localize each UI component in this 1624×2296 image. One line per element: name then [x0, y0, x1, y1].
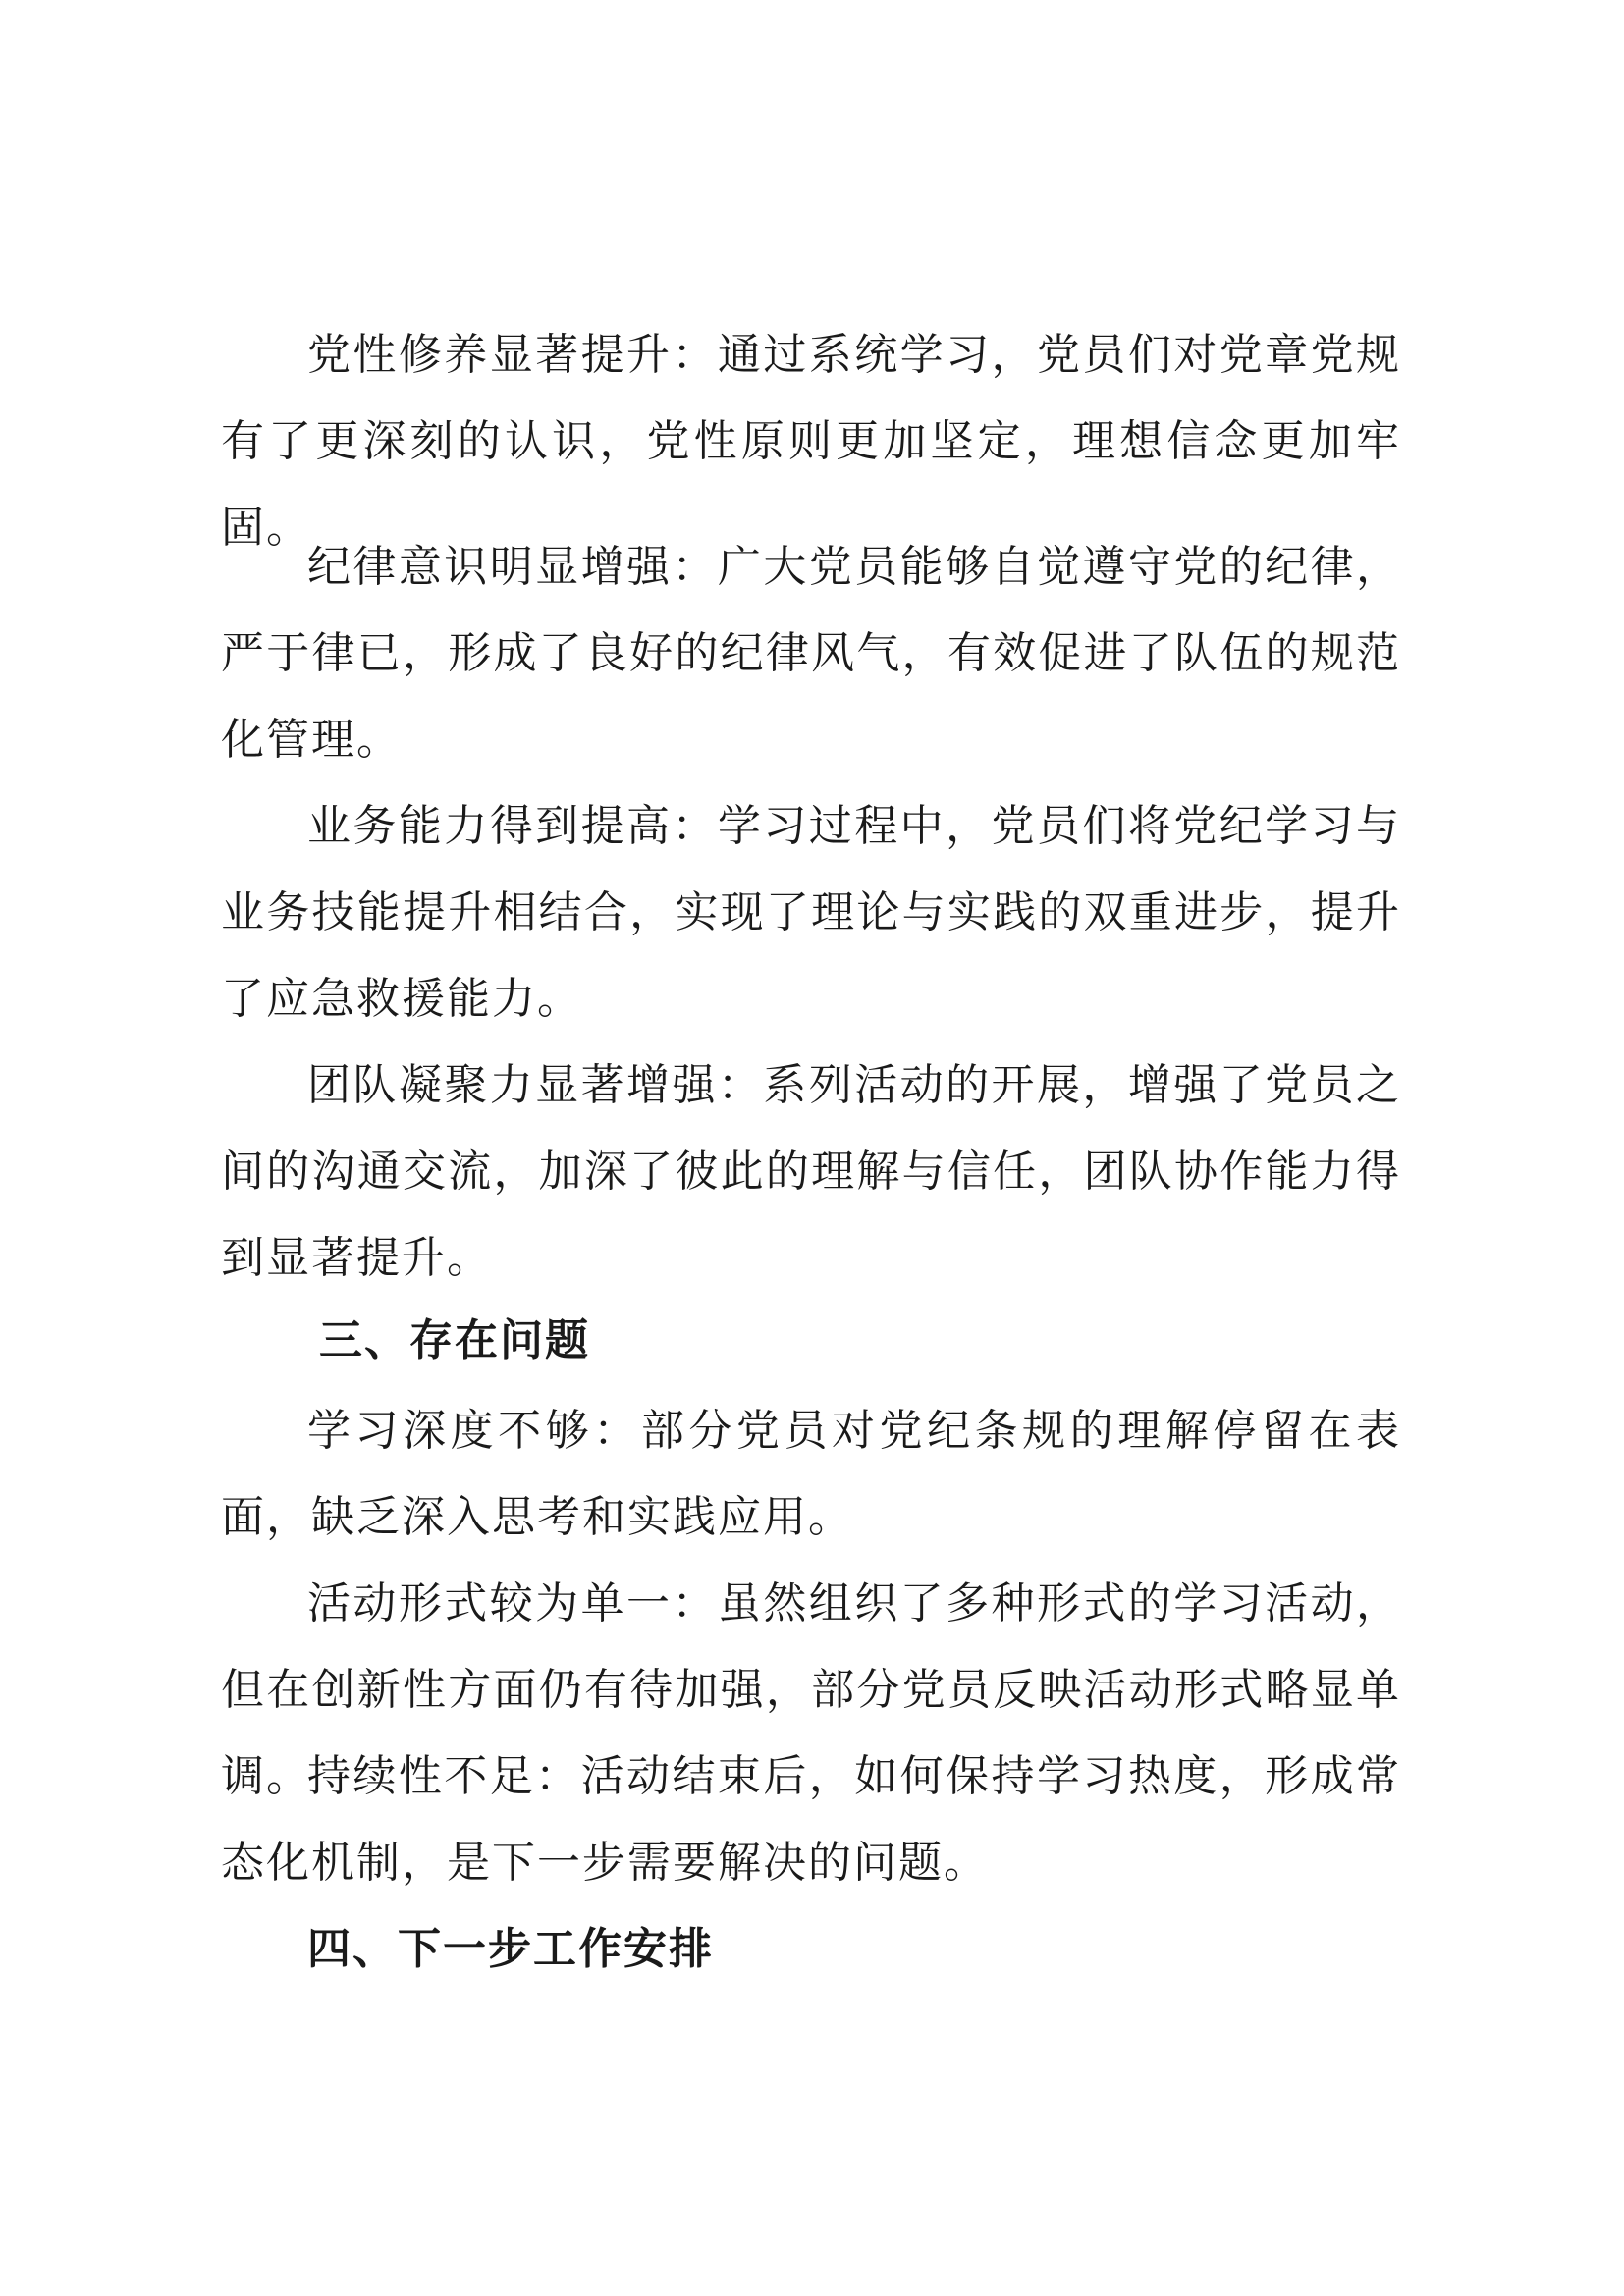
paragraph-business-ability: 业务能力得到提高：学习过程中，党员们将党纪学习与业务技能提升相结合，实现了理论与实践的双重进步，提升了应急救援能力。 — [221, 801, 1401, 1024]
paragraph-team-cohesion: 团队凝聚力显著增强：系列活动的开展，增强了党员之间的沟通交流，加深了彼此的理解与信任，团队协作能力得到显著提升。 — [221, 1060, 1401, 1283]
paragraph-discipline-awareness: 纪律意识明显增强：广大党员能够自觉遵守党的纪律，严于律已，形成了良好的纪律风气，有效促进了队伍的规范化管理。 — [221, 542, 1401, 765]
section-4-heading: 四、下一步工作安排 — [307, 1924, 714, 1974]
section-3-heading: 三、存在问题 — [319, 1315, 590, 1365]
paragraph-party-spirit: 党性修养显著提升：通过系统学习，党员们对党章党规有了更深刻的认识，党性原则更加坚定，理想信念更加牢固。 — [221, 330, 1401, 553]
paragraph-learning-depth: 学习深度不够：部分党员对党纪条规的理解停留在表面，缺乏深入思考和实践应用。 — [221, 1406, 1401, 1542]
paragraph-activity-form: 活动形式较为单一：虽然组织了多种形式的学习活动，但在创新性方面仍有待加强，部分党员反映活动形式略显单调。 — [221, 1578, 1401, 1801]
paragraph-sustainability: 持续性不足：活动结束后，如何保持学习热度，形成常态化机制，是下一步需要解决的问题。 — [221, 1751, 1401, 1888]
